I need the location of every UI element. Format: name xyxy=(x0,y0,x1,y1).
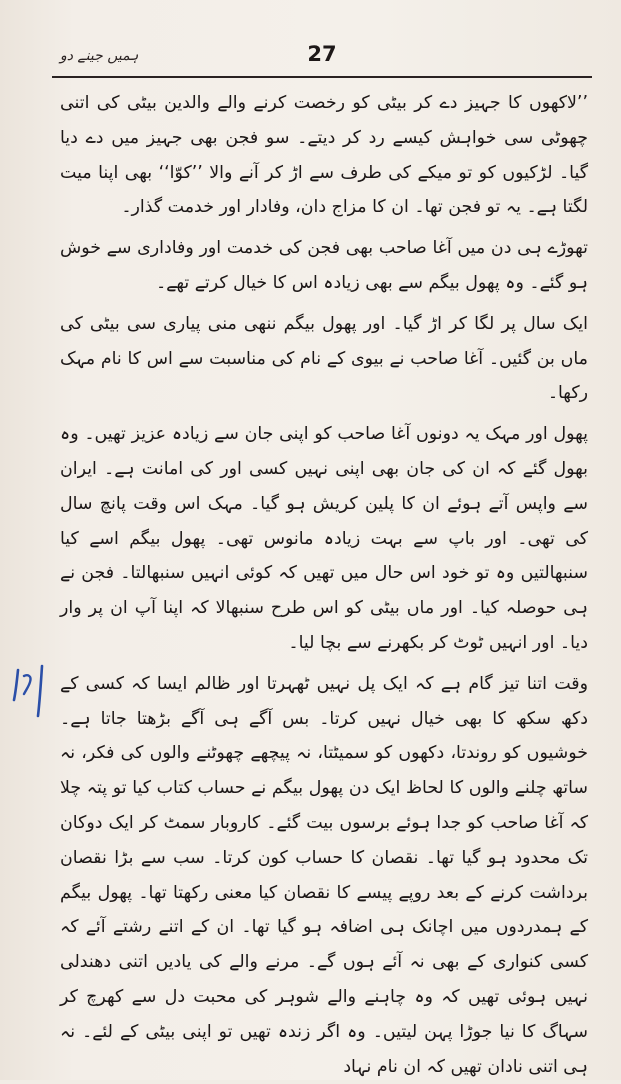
paragraph-2: تھوڑے ہی دن میں آغا صاحب بھی فجن کی خدمت اور وفاداری سے خوش ہو گئے۔ وہ پھول بیگم سے بھی زیادہ اس کا خیال کرتے تھے۔ xyxy=(60,238,588,293)
body-text xyxy=(60,86,588,1084)
handwritten-margin-mark xyxy=(8,660,50,720)
running-title: ہمیں جینے دو xyxy=(60,48,139,64)
paragraph-4: پھول اور مہک یہ دونوں آغا صاحب کو اپنی جان سے زیادہ عزیز تھیں۔ وہ بھول گئے کہ ان کی جان بھی اپنی نہیں کسی اور کی امانت ہے۔ ایران سے واپس آتے ہوئے ان کا پلین کریش ہو گیا۔ مہک اس وقت پانچ سال کی تھی۔ اور باپ سے بہت زیادہ مانوس تھی۔ پھول بیگم اسے کیا سنبھالتیں وہ تو خود اس حال میں تھیں کہ کوئی انہیں سنبھالتا۔ فجن نے ہی حوصلہ کیا۔ اور ماں بیٹی کو اس طرح سنبھالا کہ اپنا آپ ان پر وار دیا۔ اور انہیں ٹوٹ کر بکھرنے سے بچا لیا۔ xyxy=(60,424,588,653)
page-header xyxy=(52,40,592,80)
paragraph-1: ’’لاکھوں کا جہیز دے کر بیٹی کو رخصت کرنے والے والدین بیٹی کی اتنی چھوٹی سی خواہش کیسے رد کر دیتے۔ سو فجن بھی جہیز میں دے دیا گیا۔ لڑکیوں کو تو میکے کی طرف سے اڑ کر آنے والا ’’کوّا‘‘ بھی اپنا میت لگتا ہے۔ یہ تو فجن تھا۔ ان کا مزاج دان، وفادار اور خدمت گذار۔ xyxy=(60,93,588,218)
page-number: 27 xyxy=(307,42,337,66)
header-rule xyxy=(52,76,592,78)
paragraph-5: وقت اتنا تیز گام ہے کہ ایک پل نہیں ٹھہرتا اور ظالم ایسا کہ کسی کے دکھ سکھ کا بھی خیال نہیں کرتا۔ بس آگے ہی آگے بڑھتا جاتا ہے۔ خوشیوں کو روندتا، دکھوں کو سمیٹتا، نہ پیچھے چھوٹنے والوں کی فکر، نہ ساتھ چلنے والوں کا لحاظ ایک دن پھول بیگم نے حساب کتاب کیا تو پتہ چلا کہ آغا صاحب کو جدا ہوئے برسوں بیت گئے۔ کاروبار سمٹ کر ایک دوکان تک محدود ہو گیا تھا۔ نقصان کا حساب کون کرتا۔ سب سے بڑا نقصان برداشت کرنے کے بعد روپے پیسے کا نقصان کیا معنی رکھتا تھا۔ پھول بیگم کے ہمدردوں میں اچانک ہی اضافہ ہو گیا تھا۔ ان کے اتنے رشتے آئے کہ کسی کنواری کے بھی نہ آئے ہوں گے۔ مرنے والے کی یادیں اتنی دھندلی نہیں ہوئی تھیں کہ وہ چاہنے والے شوہر کی محبت دل سے کھرچ کر سہاگ کا نیا جوڑا پہن لیتیں۔ وہ اگر زندہ تھیں تو اپنی بیٹی کے لئے۔ نہ ہی اتنی نادان تھیں کہ ان نام نہاد xyxy=(60,673,588,1077)
paragraph-3: ایک سال پر لگا کر اڑ گیا۔ اور پھول بیگم ننھی منی پیاری سی بیٹی کی ماں بن گئیں۔ آغا صاحب نے بیوی کے نام کی مناسبت سے اس کا نام مہک رکھا۔ xyxy=(60,313,588,404)
